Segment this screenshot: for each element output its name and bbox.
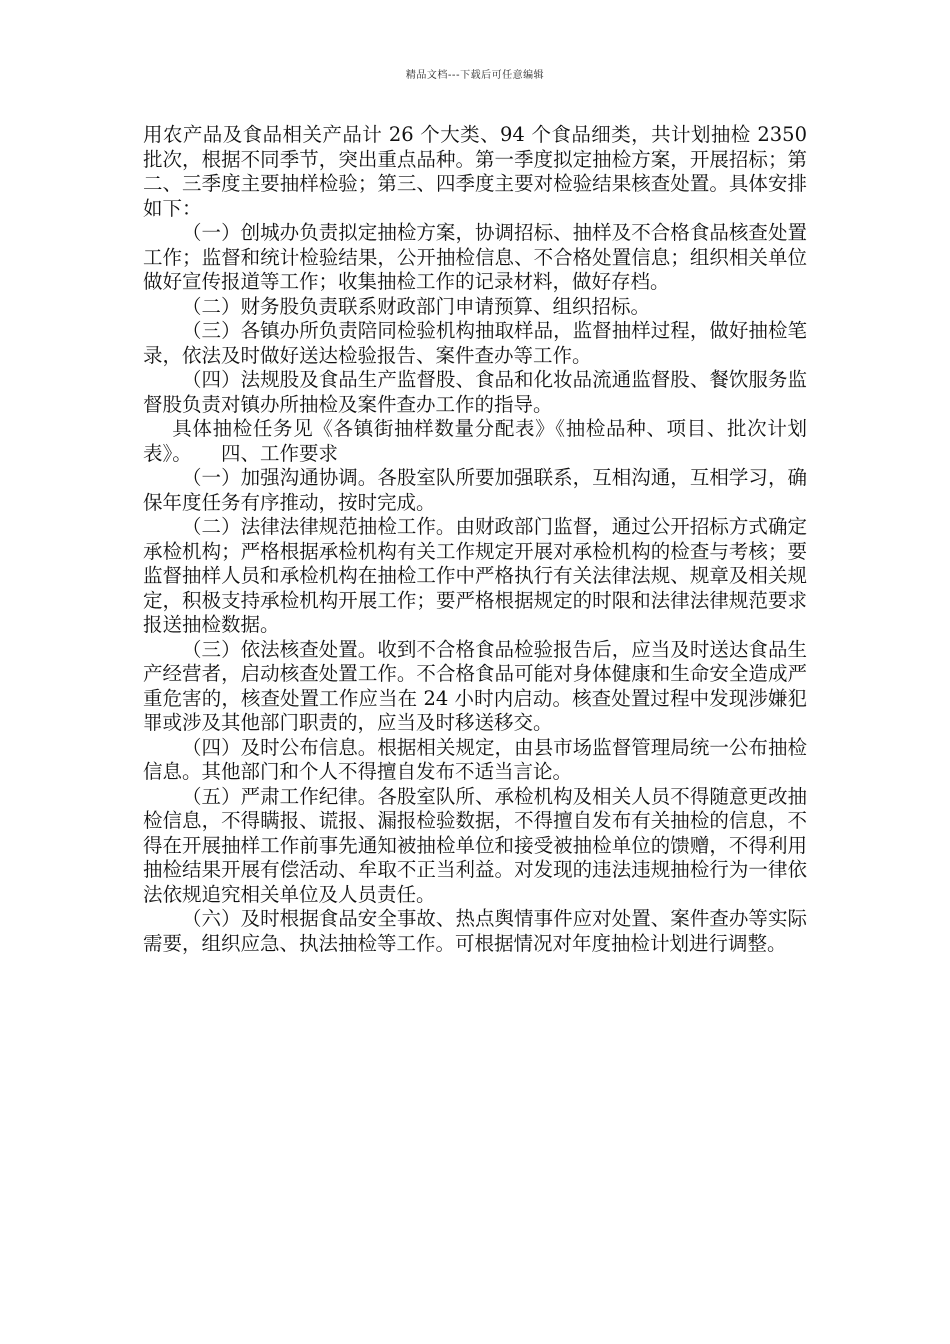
paragraph-requirement-5: （五）严肃工作纪律。各股室队所、承检机构及相关人员不得随意更改抽检信息，不得瞒报、谎报、漏报检验数据，不得擅自发布有关抽检的信息，不得在开展抽样工作前事先通知被抽检单位和接受被抽检单位的馈赠，不得利用抽检结果开展有偿活动、牟取不正当利益。对发现的违法违规抽检行为一律依法依规追究相关单位及人员责任。 [143, 784, 807, 906]
page-header: 精品文档---下载后可任意编辑 [405, 70, 545, 81]
paragraph-item-4: （四）法规股及食品生产监督股、食品和化妆品流通监督股、餐饮服务监督股负责对镇办所抽检及案件查办工作的指导。 [143, 368, 807, 416]
paragraph-requirement-3: （三）依法核查处置。收到不合格食品检验报告后，应当及时送达食品生产经营者，启动核查处置工作。不合格食品可能对身体健康和生命安全造成严重危害的，核查处置工作应当在 24 小时内启动。核查处置过程中发现涉嫌犯罪或涉及其他部门职责的，应当及时移送移交。 [143, 637, 807, 734]
paragraph-intro: 用农产品及食品相关产品计 26 个大类、94 个食品细类，共计划抽检 2350 批次，根据不同季节，突出重点品种。第一季度拟定抽检方案，开展招标；第二、三季度主要抽样检验；第三、四季度主要对检验结果核查处置。具体安排如下： [143, 123, 807, 220]
paragraph-requirement-4: （四）及时公布信息。根据相关规定，由县市场监督管理局统一公布抽检信息。其他部门和个人不得擅自发布不适当言论。 [143, 735, 807, 783]
paragraph-requirement-1: （一）加强沟通协调。各股室队所要加强联系，互相沟通，互相学习，确保年度任务有序推动，按时完成。 [143, 466, 807, 514]
paragraph-item-2: （二）财务股负责联系财政部门申请预算、组织招标。 [182, 294, 651, 318]
document-body [143, 123, 807, 956]
paragraph-item-3: （三）各镇办所负责陪同检验机构抽取样品，监督抽样过程，做好抽检笔录，依法及时做好送达检验报告、案件查办等工作。 [143, 319, 807, 367]
paragraph-item-1: （一）创城办负责拟定抽检方案，协调招标、抽样及不合格食品核查处置工作；监督和统计检验结果，公开抽检信息、不合格处置信息；组织相关单位做好宣传报道等工作；收集抽检工作的记录材料，做好存档。 [143, 221, 807, 293]
paragraph-requirement-2: （二）法律法律规范抽检工作。由财政部门监督，通过公开招标方式确定承检机构；严格根据承检机构有关工作规定开展对承检机构的检查与考核；要监督抽样人员和承检机构在抽检工作中严格执行有关法律法规、规章及相关规定，积极支持承检机构开展工作；要严格根据规定的时限和法律法律规范要求报送抽检数据。 [143, 515, 807, 636]
paragraph-task-reference: 具体抽检任务见《各镇街抽样数量分配表》《抽检品种、项目、批次计划表》。 四、工作要求 [143, 417, 807, 465]
paragraph-requirement-6: （六）及时根据食品安全事故、热点舆情事件应对处置、案件查办等实际需要，组织应急、执法抽检等工作。可根据情况对年度抽检计划进行调整。 [143, 907, 807, 955]
